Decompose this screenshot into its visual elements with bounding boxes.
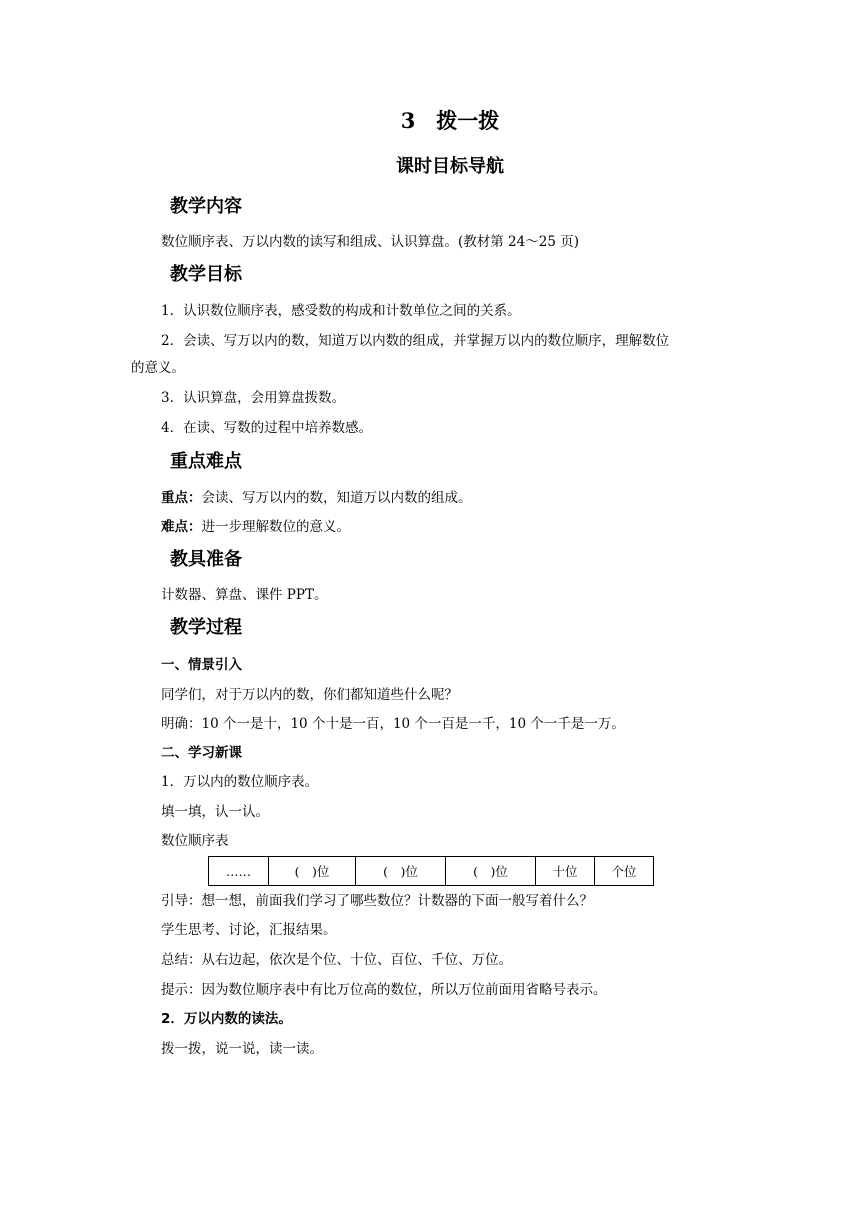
goal-item-4: 4．在读、写数的过程中培养数感。 <box>161 420 373 436</box>
key-point-line <box>161 486 472 506</box>
lesson-title: 3 拨一拨 <box>400 108 500 133</box>
table-row <box>209 857 654 886</box>
goal-item-3: 3．认识算盘，会用算盘拨数。 <box>161 390 346 406</box>
table-cell: ( )位 <box>446 857 536 886</box>
table-cell: ( )位 <box>356 857 446 886</box>
after-table-line-1: 引导：想一想，前面我们学习了哪些数位？计数器的下面一般写着什么？ <box>161 893 593 909</box>
heading-teaching-tools: 教具准备 <box>170 549 242 570</box>
table-cell: …… <box>209 857 269 886</box>
part-2-line-1: 1．万以内的数位顺序表。 <box>161 774 319 790</box>
table-cell: 十位 <box>536 857 595 886</box>
part-2-line-3: 数位顺序表 <box>161 833 229 849</box>
difficult-point-line <box>161 515 350 535</box>
after-table-line-2: 学生思考、讨论，汇报结果。 <box>161 922 337 938</box>
difficult-point-label: 难点： <box>161 519 202 535</box>
teaching-tools-text: 计数器、算盘、课件 PPT。 <box>161 587 328 603</box>
goal-item-2-continued: 的意义。 <box>131 360 185 376</box>
key-point-text: 会读、写万以内的数，知道万以内数的组成。 <box>201 490 472 506</box>
after-table-line-3: 总结：从右边起，依次是个位、十位、百位、千位、万位。 <box>161 952 512 968</box>
part-2-heading: 二、学习新课 <box>161 745 242 761</box>
key-point-label: 重点： <box>161 490 202 506</box>
item-2-heading: 2．万以内数的读法。 <box>161 1011 292 1027</box>
part-1-heading: 一、情景引入 <box>161 657 242 673</box>
part-2-line-2: 填一填，认一认。 <box>161 804 269 820</box>
item-2-text: 拨一拨，说一说，读一读。 <box>161 1041 323 1057</box>
goal-item-1: 1．认识数位顺序表，感受数的构成和计数单位之间的关系。 <box>161 303 521 319</box>
place-value-table <box>208 856 654 886</box>
difficult-point-text: 进一步理解数位的意义。 <box>201 519 350 535</box>
lesson-subtitle: 课时目标导航 <box>396 156 504 177</box>
table-cell: 个位 <box>595 857 654 886</box>
heading-key-points: 重点难点 <box>170 451 242 472</box>
heading-teaching-content: 教学内容 <box>170 196 242 217</box>
heading-teaching-goals: 教学目标 <box>170 264 242 285</box>
heading-teaching-process: 教学过程 <box>170 617 242 638</box>
goal-item-2: 2．会读、写万以内的数，知道万以内数的组成，并掌握万以内的数位顺序，理解数位 <box>161 333 670 349</box>
part-1-line-1: 同学们，对于万以内的数，你们都知道些什么呢？ <box>161 687 458 703</box>
table-cell: ( )位 <box>269 857 356 886</box>
part-1-line-2: 明确：10 个一是十，10 个十是一百，10 个一百是一千，10 个一千是一万。 <box>161 716 625 732</box>
after-table-line-4: 提示：因为数位顺序表中有比万位高的数位，所以万位前面用省略号表示。 <box>161 982 607 998</box>
teaching-content-text: 数位顺序表、万以内数的读写和组成、认识算盘。(教材第 24～25 页) <box>161 234 579 250</box>
